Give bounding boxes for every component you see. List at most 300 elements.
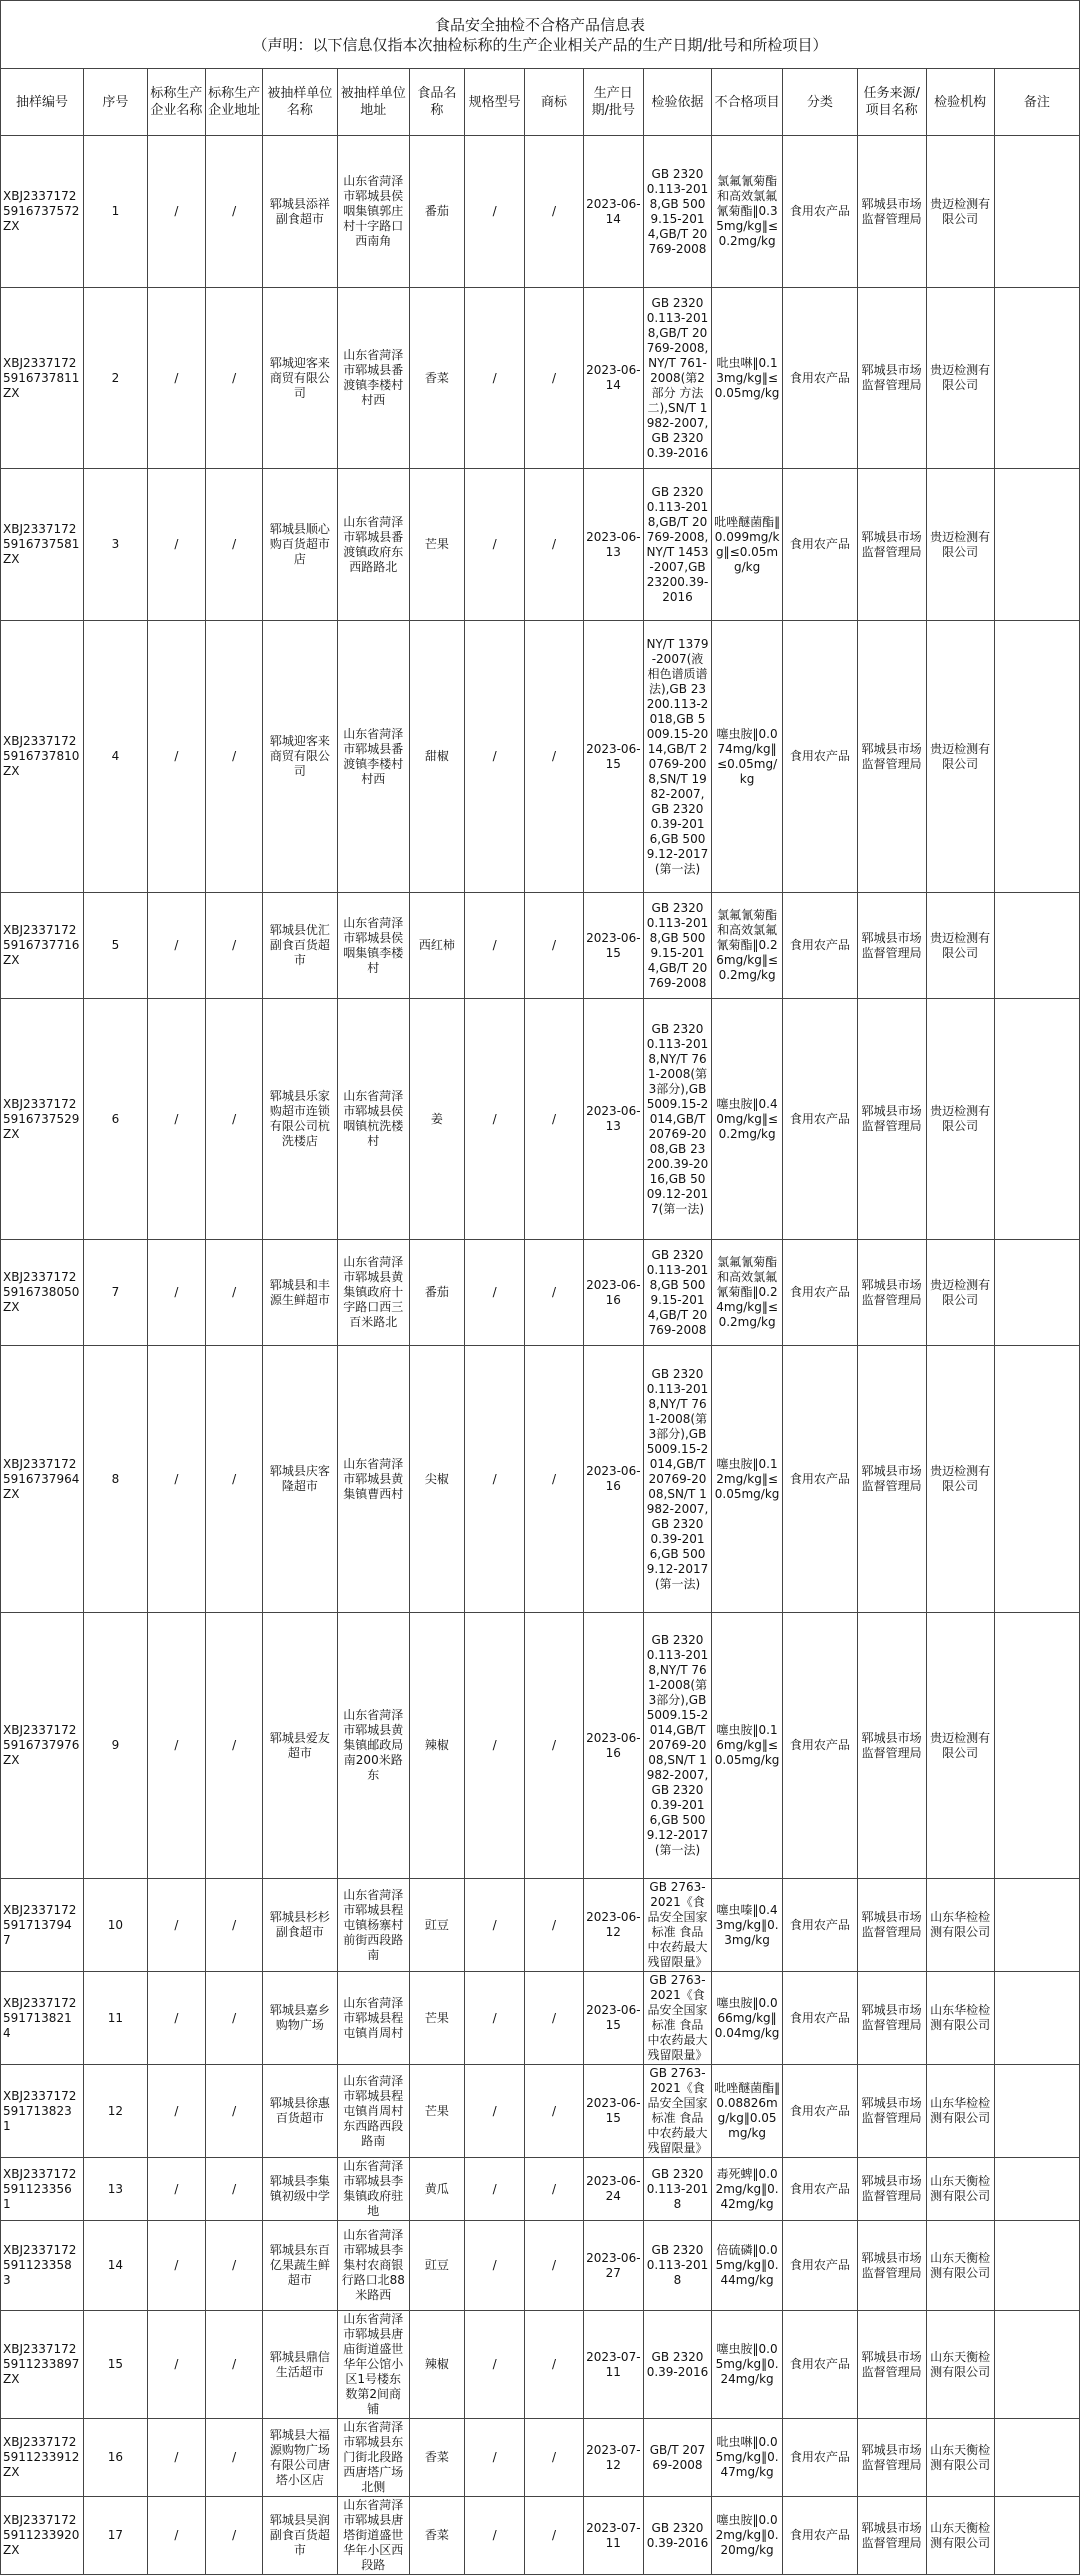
cell-food-name: 西红柿 [409,893,464,999]
cell-failed-item: 噻虫胺‖0.066mg/kg‖0.04mg/kg [711,1972,782,2065]
cell-row-number: 6 [84,999,148,1240]
cell-category: 食用农产品 [783,1613,857,1879]
cell-sampled-unit-name: 郓城县乐家购超市连锁有限公司杭洗楼店 [263,999,337,1240]
cell-production-date: 2023-06-12 [583,1879,643,1972]
cell-category: 食用农产品 [783,1972,857,2065]
cell-manufacturer-address: / [206,1613,263,1879]
cell-test-basis: GB 23200.113-2018,GB 5009.15-2014,GB/T 20769-2008 [644,1240,712,1346]
cell-food-name: 番茄 [409,1240,464,1346]
cell-sampled-unit-name: 郓城县李集镇初级中学 [263,2158,337,2221]
cell-category: 食用农产品 [783,2158,857,2221]
cell-manufacturer-address: / [206,621,263,893]
cell-sampled-unit-address: 山东省菏泽市郓城县黄集镇曹西村 [337,1346,409,1613]
cell-trademark: / [525,1613,583,1879]
unqualified-products-table [0,68,1080,2575]
col-header: 检验依据 [644,69,712,136]
cell-test-agency: 山东天衡检测有限公司 [926,2221,994,2311]
cell-sampled-unit-address: 山东省菏泽市郓城县番渡镇李楼村村西 [337,288,409,469]
cell-manufacturer-name: / [147,2158,205,2221]
cell-failed-item: 噻虫胺‖0.40mg/kg‖≤0.2mg/kg [711,999,782,1240]
cell-production-date: 2023-07-11 [583,2311,643,2419]
cell-test-agency: 贵迈检测有限公司 [926,469,994,621]
cell-sampled-unit-address: 山东省菏泽市郓城县李集村农商银行路口北88米路西 [337,2221,409,2311]
cell-manufacturer-name: / [147,469,205,621]
cell-task-source: 郓城县市场监督管理局 [857,1613,926,1879]
cell-test-basis: GB 23200.113-2018,GB 5009.15-2014,GB/T 20769-2008 [644,893,712,999]
cell-failed-item: 噻虫嗪‖0.43mg/kg‖0.3mg/kg [711,1879,782,1972]
cell-trademark: / [525,999,583,1240]
table-row [1,2497,1080,2575]
cell-test-basis: GB 23200.113-2018,NY/T 761-2008(第3部分),GB 5009.15-2014,GB/T 20769-2008,SN/T 1982-2007,GB 23200.39-2016,GB 5009.12-2017(第一法) [644,1613,712,1879]
cell-failed-item: 噻虫胺‖0.12mg/kg‖≤0.05mg/kg [711,1346,782,1613]
table-row [1,1240,1080,1346]
cell-row-number: 3 [84,469,148,621]
cell-spec-model: / [464,1240,524,1346]
cell-production-date: 2023-06-16 [583,1613,643,1879]
cell-remark [994,1613,1079,1879]
table-row [1,1613,1080,1879]
cell-sample-id: XBJ23371725916737976ZX [1,1613,84,1879]
cell-test-agency: 山东华检检测有限公司 [926,1879,994,1972]
cell-spec-model: / [464,2065,524,2158]
cell-row-number: 5 [84,893,148,999]
cell-test-basis: GB 23200.113-2018,NY/T 761-2008(第3部分),GB 5009.15-2014,GB/T 20769-2008,SN/T 1982-2007,GB 23200.39-2016,GB 5009.12-2017(第一法) [644,1346,712,1613]
cell-sampled-unit-name: 郓城县爱友超市 [263,1613,337,1879]
cell-remark [994,2221,1079,2311]
table-title: 食品安全抽检不合格产品信息表 [434,16,645,34]
col-header: 备注 [994,69,1079,136]
cell-remark [994,621,1079,893]
cell-manufacturer-address: / [206,1879,263,1972]
cell-sampled-unit-address: 山东省菏泽市郓城县侯咽集镇李楼村 [337,893,409,999]
table-row [1,2158,1080,2221]
cell-manufacturer-name: / [147,1613,205,1879]
cell-sampled-unit-address: 山东省菏泽市郓城县唐塔街道盛世华年小区西段路 [337,2497,409,2575]
cell-sample-id: XBJ23371725916737581ZX [1,469,84,621]
cell-sample-id: XBJ23371725916737964ZX [1,1346,84,1613]
cell-failed-item: 倍硫磷‖0.05mg/kg‖0.44mg/kg [711,2221,782,2311]
cell-spec-model: / [464,1879,524,1972]
cell-food-name: 香菜 [409,288,464,469]
cell-category: 食用农产品 [783,2497,857,2575]
cell-manufacturer-name: / [147,1346,205,1613]
cell-test-basis: GB 23200.113-2018,GB 5009.15-2014,GB/T 20769-2008 [644,136,712,288]
cell-food-name: 黄瓜 [409,2158,464,2221]
cell-sampled-unit-address: 山东省菏泽市郓城县程屯镇肖周村东西路西段路南 [337,2065,409,2158]
cell-manufacturer-address: / [206,1346,263,1613]
cell-sampled-unit-address: 山东省菏泽市郓城县黄集镇邮政局南200米路东 [337,1613,409,1879]
table-row [1,999,1080,1240]
table-row [1,2065,1080,2158]
cell-test-basis: GB 23200.113-2018,NY/T 761-2008(第3部分),GB 5009.15-2014,GB/T 20769-2008,GB 23200.39-2016,GB 5009.12-2017(第一法) [644,999,712,1240]
cell-category: 食用农产品 [783,2065,857,2158]
cell-trademark: / [525,2221,583,2311]
cell-remark [994,2065,1079,2158]
cell-manufacturer-name: / [147,999,205,1240]
cell-sampled-unit-name: 郓城县东百亿果蔬生鲜超市 [263,2221,337,2311]
cell-production-date: 2023-06-14 [583,288,643,469]
cell-spec-model: / [464,999,524,1240]
cell-sample-id: XBJ23371725911233912ZX [1,2419,84,2497]
cell-spec-model: / [464,469,524,621]
cell-manufacturer-name: / [147,2311,205,2419]
cell-spec-model: / [464,1346,524,1613]
cell-food-name: 豇豆 [409,1879,464,1972]
cell-category: 食用农产品 [783,1346,857,1613]
cell-failed-item: 氯氟氰菊酯和高效氯氟氰菊酯‖0.35mg/kg‖≤0.2mg/kg [711,136,782,288]
cell-sample-id: XBJ23371725916737811ZX [1,288,84,469]
col-header: 标称生产企业名称 [147,69,205,136]
cell-sample-id: XBJ23371725911233920ZX [1,2497,84,2575]
table-row [1,1972,1080,2065]
cell-task-source: 郓城县市场监督管理局 [857,999,926,1240]
cell-test-basis: GB 2763-2021《食品安全国家标准 食品中农药最大残留限量》 [644,1972,712,2065]
table-row [1,893,1080,999]
cell-remark [994,2158,1079,2221]
cell-spec-model: / [464,1613,524,1879]
cell-manufacturer-address: / [206,893,263,999]
cell-spec-model: / [464,621,524,893]
cell-remark [994,288,1079,469]
cell-sampled-unit-name: 郓城县庆客隆超市 [263,1346,337,1613]
cell-sampled-unit-name: 郓城县徐惠百货超市 [263,2065,337,2158]
cell-food-name: 香菜 [409,2419,464,2497]
cell-task-source: 郓城县市场监督管理局 [857,621,926,893]
cell-test-agency: 山东天衡检测有限公司 [926,2419,994,2497]
cell-failed-item: 噻虫胺‖0.074mg/kg‖≤0.05mg/kg [711,621,782,893]
cell-production-date: 2023-06-14 [583,136,643,288]
cell-manufacturer-address: / [206,2419,263,2497]
cell-row-number: 4 [84,621,148,893]
table-subtitle: （声明：以下信息仅指本次抽检标称的生产企业相关产品的生产日期/批号和所检项目） [252,36,828,54]
cell-remark [994,2311,1079,2419]
cell-sampled-unit-name: 郓城县鼎信生活超市 [263,2311,337,2419]
table-row [1,621,1080,893]
cell-remark [994,1879,1079,1972]
cell-trademark: / [525,2158,583,2221]
cell-manufacturer-name: / [147,288,205,469]
cell-sample-id: XBJ2337172591123358 3 [1,2221,84,2311]
cell-task-source: 郓城县市场监督管理局 [857,2065,926,2158]
cell-row-number: 12 [84,2065,148,2158]
cell-sampled-unit-address: 山东省菏泽市郓城县程屯镇杨寨村前街西段路南 [337,1879,409,1972]
cell-food-name: 尖椒 [409,1346,464,1613]
cell-production-date: 2023-06-16 [583,1240,643,1346]
table-row [1,1346,1080,1613]
cell-row-number: 17 [84,2497,148,2575]
cell-test-basis: NY/T 1379-2007(液相色谱质谱法),GB 23200.113-2018,GB 5009.15-2014,GB/T 20769-2008,SN/T 1982-2007,GB 23200.39-2016,GB 5009.12-2017(第一法) [644,621,712,893]
cell-failed-item: 吡唑醚菌酯‖0.099mg/kg‖≤0.05mg/kg [711,469,782,621]
cell-category: 食用农产品 [783,1879,857,1972]
col-header: 商标 [525,69,583,136]
col-header: 抽样编号 [1,69,84,136]
cell-sampled-unit-address: 山东省菏泽市郓城县黄集镇政府十字路口西三百米路北 [337,1240,409,1346]
cell-task-source: 郓城县市场监督管理局 [857,2221,926,2311]
cell-row-number: 10 [84,1879,148,1972]
cell-manufacturer-address: / [206,2065,263,2158]
col-header: 分类 [783,69,857,136]
cell-task-source: 郓城县市场监督管理局 [857,469,926,621]
cell-production-date: 2023-06-15 [583,1972,643,2065]
cell-trademark: / [525,2065,583,2158]
cell-manufacturer-address: / [206,2311,263,2419]
cell-task-source: 郓城县市场监督管理局 [857,288,926,469]
col-header: 检验机构 [926,69,994,136]
cell-remark [994,1346,1079,1613]
cell-production-date: 2023-06-24 [583,2158,643,2221]
table-row [1,1879,1080,1972]
cell-failed-item: 吡虫啉‖0.13mg/kg‖≤0.05mg/kg [711,288,782,469]
cell-failed-item: 毒死蜱‖0.02mg/kg‖0.42mg/kg [711,2158,782,2221]
cell-food-name: 辣椒 [409,2311,464,2419]
cell-sampled-unit-name: 郓城县大福源购物广场有限公司唐塔小区店 [263,2419,337,2497]
cell-row-number: 1 [84,136,148,288]
cell-category: 食用农产品 [783,1240,857,1346]
cell-manufacturer-address: / [206,288,263,469]
cell-food-name: 番茄 [409,136,464,288]
cell-remark [994,1240,1079,1346]
cell-trademark: / [525,621,583,893]
cell-test-basis: GB 23200.113-2018 [644,2221,712,2311]
cell-sample-id: XBJ2337172591123356 1 [1,2158,84,2221]
cell-manufacturer-address: / [206,136,263,288]
cell-production-date: 2023-07-12 [583,2419,643,2497]
cell-food-name: 姜 [409,999,464,1240]
cell-trademark: / [525,288,583,469]
cell-test-agency: 贵迈检测有限公司 [926,136,994,288]
table-row [1,288,1080,469]
cell-spec-model: / [464,2158,524,2221]
cell-trademark: / [525,893,583,999]
cell-food-name: 豇豆 [409,2221,464,2311]
cell-failed-item: 氯氟氰菊酯和高效氯氟氰菊酯‖0.26mg/kg‖≤0.2mg/kg [711,893,782,999]
cell-task-source: 郓城县市场监督管理局 [857,2158,926,2221]
cell-production-date: 2023-06-15 [583,893,643,999]
cell-production-date: 2023-06-27 [583,2221,643,2311]
cell-manufacturer-name: / [147,1240,205,1346]
cell-trademark: / [525,2497,583,2575]
cell-trademark: / [525,136,583,288]
cell-category: 食用农产品 [783,621,857,893]
cell-task-source: 郓城县市场监督管理局 [857,893,926,999]
cell-row-number: 7 [84,1240,148,1346]
cell-failed-item: 噻虫胺‖0.05mg/kg‖0.24mg/kg [711,2311,782,2419]
cell-manufacturer-address: / [206,2221,263,2311]
cell-sampled-unit-address: 山东省菏泽市郓城县侯咽集镇郭庄村十字路口西南角 [337,136,409,288]
cell-manufacturer-name: / [147,2497,205,2575]
cell-test-basis: GB 2763-2021《食品安全国家标准 食品中农药最大残留限量》 [644,1879,712,1972]
cell-category: 食用农产品 [783,136,857,288]
cell-spec-model: / [464,288,524,469]
cell-trademark: / [525,469,583,621]
cell-test-agency: 贵迈检测有限公司 [926,999,994,1240]
cell-sampled-unit-name: 郓城县杉杉副食超市 [263,1879,337,1972]
cell-spec-model: / [464,2311,524,2419]
cell-spec-model: / [464,136,524,288]
cell-food-name: 芒果 [409,2065,464,2158]
cell-manufacturer-name: / [147,1972,205,2065]
cell-test-agency: 贵迈检测有限公司 [926,288,994,469]
cell-sampled-unit-address: 山东省菏泽市郓城县程屯镇肖周村 [337,1972,409,2065]
cell-sampled-unit-address: 山东省菏泽市郓城县唐庙街道盛世华年公馆小区1号楼东数第2间商铺 [337,2311,409,2419]
cell-trademark: / [525,1879,583,1972]
cell-production-date: 2023-06-13 [583,469,643,621]
cell-food-name: 芒果 [409,469,464,621]
header-row [1,69,1080,136]
cell-remark [994,2497,1079,2575]
cell-manufacturer-name: / [147,2065,205,2158]
cell-sampled-unit-address: 山东省菏泽市郓城县侯咽镇杭洗楼村 [337,999,409,1240]
cell-task-source: 郓城县市场监督管理局 [857,1972,926,2065]
cell-failed-item: 噻虫胺‖0.02mg/kg‖0.20mg/kg [711,2497,782,2575]
cell-test-basis: GB 23200.113-2018,GB/T 20769-2008,NY/T 1453-2007,GB 23200.39-2016 [644,469,712,621]
title-block [0,0,1080,68]
cell-task-source: 郓城县市场监督管理局 [857,1879,926,1972]
col-header: 不合格项目 [711,69,782,136]
cell-row-number: 2 [84,288,148,469]
cell-test-agency: 山东华检检测有限公司 [926,2065,994,2158]
cell-sampled-unit-name: 郓城县嘉乡购物广场 [263,1972,337,2065]
cell-sampled-unit-name: 郓城县顺心购百货超市店 [263,469,337,621]
cell-failed-item: 氯氟氰菊酯和高效氯氟氰菊酯‖0.24mg/kg‖≤0.2mg/kg [711,1240,782,1346]
table-row [1,469,1080,621]
cell-spec-model: / [464,2497,524,2575]
cell-test-basis: GB/T 20769-2008 [644,2419,712,2497]
cell-manufacturer-name: / [147,136,205,288]
col-header: 标称生产企业地址 [206,69,263,136]
cell-test-agency: 贵迈检测有限公司 [926,621,994,893]
cell-sampled-unit-name: 郓城迎客来商贸有限公司 [263,288,337,469]
cell-test-agency: 山东天衡检测有限公司 [926,2311,994,2419]
cell-test-agency: 贵迈检测有限公司 [926,893,994,999]
cell-test-basis: GB 23200.113-2018 [644,2158,712,2221]
cell-sample-id: XBJ2337172591713794 7 [1,1879,84,1972]
cell-spec-model: / [464,893,524,999]
cell-production-date: 2023-06-13 [583,999,643,1240]
cell-production-date: 2023-06-15 [583,621,643,893]
cell-remark [994,2419,1079,2497]
cell-category: 食用农产品 [783,893,857,999]
cell-test-basis: GB 23200.113-2018,GB/T 20769-2008,NY/T 761-2008(第2部分 方法二),SN/T 1982-2007,GB 23200.39-2016 [644,288,712,469]
cell-spec-model: / [464,2419,524,2497]
col-header: 食品名称 [409,69,464,136]
cell-trademark: / [525,1972,583,2065]
cell-remark [994,136,1079,288]
cell-manufacturer-address: / [206,1972,263,2065]
cell-manufacturer-name: / [147,1879,205,1972]
cell-sample-id: XBJ23371725916738050ZX [1,1240,84,1346]
cell-row-number: 16 [84,2419,148,2497]
cell-sample-id: XBJ23371725916737716ZX [1,893,84,999]
col-header: 序号 [84,69,148,136]
cell-task-source: 郓城县市场监督管理局 [857,1240,926,1346]
cell-test-agency: 山东天衡检测有限公司 [926,2497,994,2575]
cell-sample-id: XBJ23371725916737572ZX [1,136,84,288]
cell-production-date: 2023-06-15 [583,2065,643,2158]
cell-remark [994,1972,1079,2065]
cell-manufacturer-address: / [206,469,263,621]
cell-row-number: 13 [84,2158,148,2221]
cell-sampled-unit-address: 山东省菏泽市郓城县番渡镇政府东西路路北 [337,469,409,621]
cell-production-date: 2023-06-16 [583,1346,643,1613]
cell-row-number: 9 [84,1613,148,1879]
cell-sample-id: XBJ2337172591713823 1 [1,2065,84,2158]
cell-row-number: 11 [84,1972,148,2065]
cell-test-agency: 贵迈检测有限公司 [926,1240,994,1346]
cell-manufacturer-address: / [206,2497,263,2575]
cell-sampled-unit-name: 郓城县昊润副食百货超市 [263,2497,337,2575]
cell-task-source: 郓城县市场监督管理局 [857,1346,926,1613]
cell-sampled-unit-name: 郓城县优汇副食百货超市 [263,893,337,999]
cell-sample-id: XBJ2337172591713821 4 [1,1972,84,2065]
cell-sample-id: XBJ23371725916737810ZX [1,621,84,893]
cell-category: 食用农产品 [783,288,857,469]
cell-task-source: 郓城县市场监督管理局 [857,136,926,288]
cell-trademark: / [525,2419,583,2497]
table-row [1,2311,1080,2419]
cell-test-agency: 山东华检检测有限公司 [926,1972,994,2065]
cell-manufacturer-address: / [206,1240,263,1346]
cell-category: 食用农产品 [783,2419,857,2497]
cell-task-source: 郓城县市场监督管理局 [857,2311,926,2419]
cell-sampled-unit-address: 山东省菏泽市郓城县李集镇政府驻地 [337,2158,409,2221]
cell-production-date: 2023-07-11 [583,2497,643,2575]
cell-sampled-unit-name: 郓城迎客来商贸有限公司 [263,621,337,893]
col-header: 任务来源/项目名称 [857,69,926,136]
cell-manufacturer-name: / [147,2221,205,2311]
cell-row-number: 15 [84,2311,148,2419]
cell-category: 食用农产品 [783,469,857,621]
cell-test-agency: 山东天衡检测有限公司 [926,2158,994,2221]
cell-spec-model: / [464,2221,524,2311]
cell-sampled-unit-address: 山东省菏泽市郓城县番渡镇李楼村村西 [337,621,409,893]
cell-sample-id: XBJ23371725911233897ZX [1,2311,84,2419]
cell-test-agency: 贵迈检测有限公司 [926,1346,994,1613]
cell-sampled-unit-name: 郓城县添祥副食超市 [263,136,337,288]
cell-sample-id: XBJ23371725916737529ZX [1,999,84,1240]
table-row [1,2221,1080,2311]
cell-manufacturer-address: / [206,999,263,1240]
cell-sampled-unit-name: 郓城县和丰源生鲜超市 [263,1240,337,1346]
cell-spec-model: / [464,1972,524,2065]
cell-trademark: / [525,1346,583,1613]
cell-remark [994,469,1079,621]
col-header: 被抽样单位地址 [337,69,409,136]
cell-remark [994,893,1079,999]
cell-category: 食用农产品 [783,2221,857,2311]
cell-food-name: 香菜 [409,2497,464,2575]
col-header: 规格型号 [464,69,524,136]
col-header: 生产日期/批号 [583,69,643,136]
cell-remark [994,999,1079,1240]
cell-trademark: / [525,2311,583,2419]
cell-test-basis: GB 2763-2021《食品安全国家标准 食品中农药最大残留限量》 [644,2065,712,2158]
table-row [1,2419,1080,2497]
cell-manufacturer-name: / [147,893,205,999]
cell-test-basis: GB 23200.39-2016 [644,2311,712,2419]
col-header: 被抽样单位名称 [263,69,337,136]
cell-task-source: 郓城县市场监督管理局 [857,2419,926,2497]
table-row [1,136,1080,288]
cell-failed-item: 噻虫胺‖0.16mg/kg‖≤0.05mg/kg [711,1613,782,1879]
cell-task-source: 郓城县市场监督管理局 [857,2497,926,2575]
cell-food-name: 辣椒 [409,1613,464,1879]
cell-sampled-unit-address: 山东省菏泽市郓城县东门街北段路西唐塔广场北侧 [337,2419,409,2497]
cell-category: 食用农产品 [783,999,857,1240]
cell-manufacturer-address: / [206,2158,263,2221]
cell-test-basis: GB 23200.39-2016 [644,2497,712,2575]
cell-manufacturer-name: / [147,2419,205,2497]
